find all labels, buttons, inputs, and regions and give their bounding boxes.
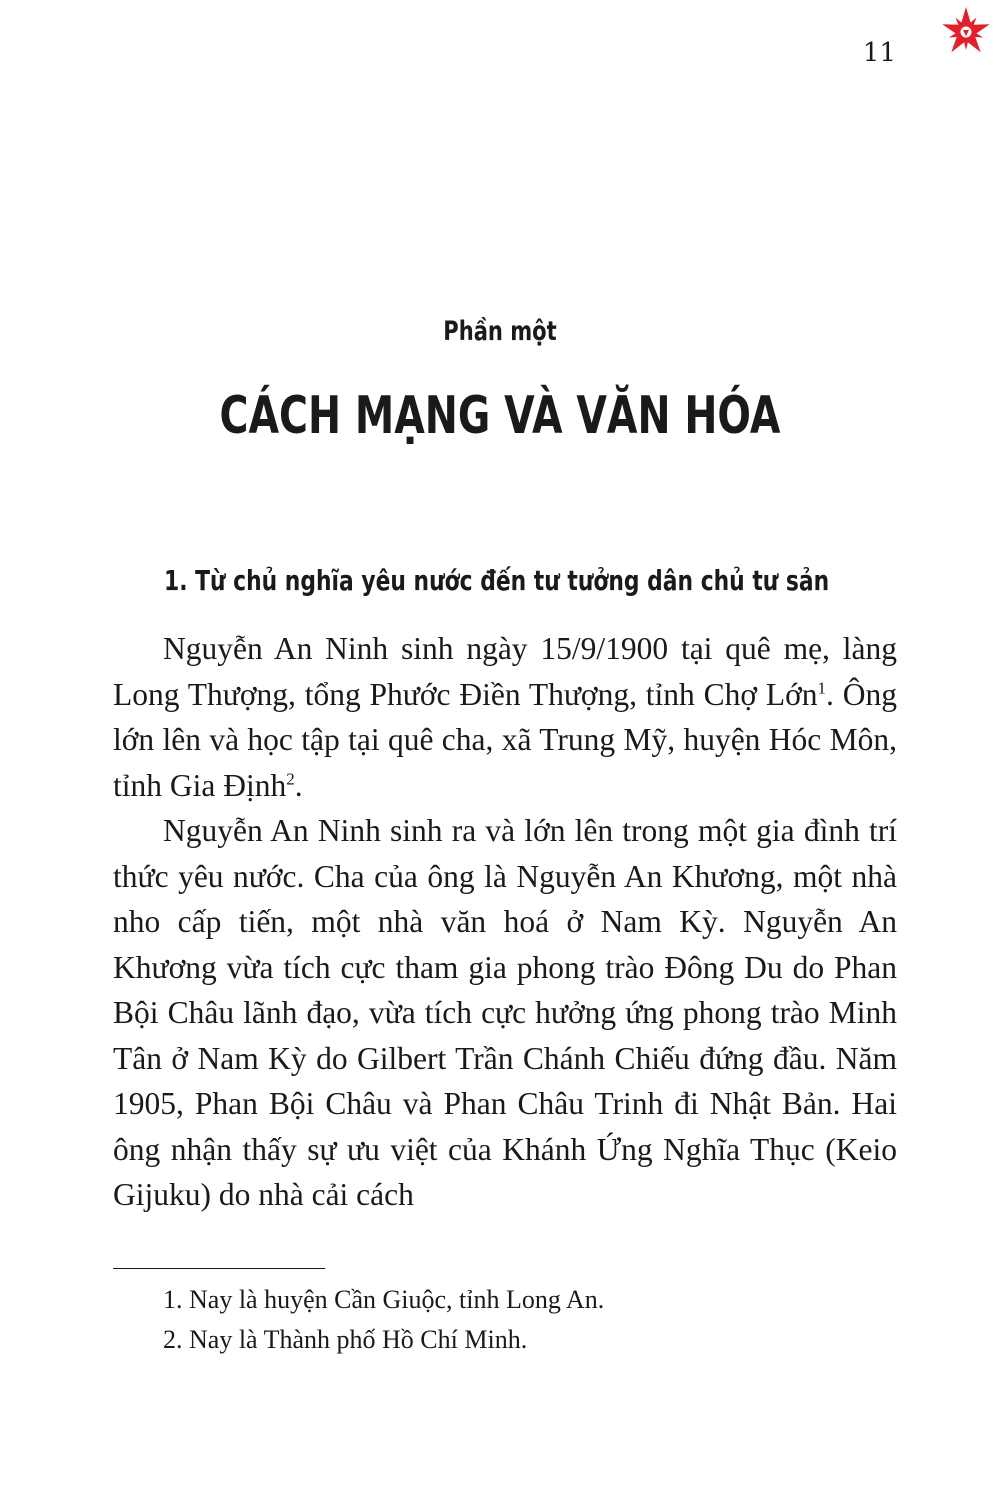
- footnotes: [163, 1280, 903, 1360]
- page-number: 11: [862, 38, 896, 68]
- footnote-ref-2: 2: [286, 769, 295, 788]
- footnote-ref-1: 1: [817, 678, 827, 697]
- paragraph-2: Nguyễn An Ninh sinh ra và lớn lên trong một gia đình trí thức yêu nước. Cha của ông là Nguyễn An Khương, một nhà nho cấp tiến, một nhà văn hoá ở Nam Kỳ. Nguyễn An Khương vừa tích cực tham gia phong trào Đông Du do Phan Bội Châu lãnh đạo, vừa tích cực hưởng ứng phong trào Minh Tân ở Nam Kỳ do Gilbert Trần Chánh Chiếu đứng đầu. Năm 1905, Phan Bội Châu và Phan Châu Trinh đi Nhật Bản. Hai ông nhận thấy sự ưu việt của Khánh Ứng Nghĩa Thục (Keio Gijuku) do nhà cải cách: [113, 813, 897, 1212]
- footnote-divider: [113, 1268, 325, 1269]
- paragraph-1-text-b: . Ông lớn lên và học tập tại quê cha, xã Trung Mỹ, huyện Hóc Môn, tỉnh Gia Định: [113, 676, 897, 803]
- paragraph-1: [113, 626, 897, 808]
- footnote-1: 1. Nay là huyện Cần Giuộc, tỉnh Long An.: [163, 1285, 605, 1314]
- footnote-2: 2. Nay là Thành phố Hồ Chí Minh.: [163, 1325, 528, 1354]
- paragraph-1-text-c: .: [294, 767, 303, 803]
- paragraph-1-text-a: Nguyễn An Ninh sinh ngày 15/9/1900 tại quê mẹ, làng Long Thượng, tổng Phước Điền Thượng, tỉnh Chợ Lớn: [113, 631, 897, 712]
- section-heading: 1. Từ chủ nghĩa yêu nước đến tư tưởng dân chủ tư sản: [164, 564, 830, 597]
- body-text: [113, 626, 897, 1218]
- part-title: CÁCH MẠNG VÀ VĂN HÓA: [219, 386, 781, 446]
- part-label: Phần một: [443, 316, 557, 347]
- publisher-star-logo-icon: [940, 6, 992, 58]
